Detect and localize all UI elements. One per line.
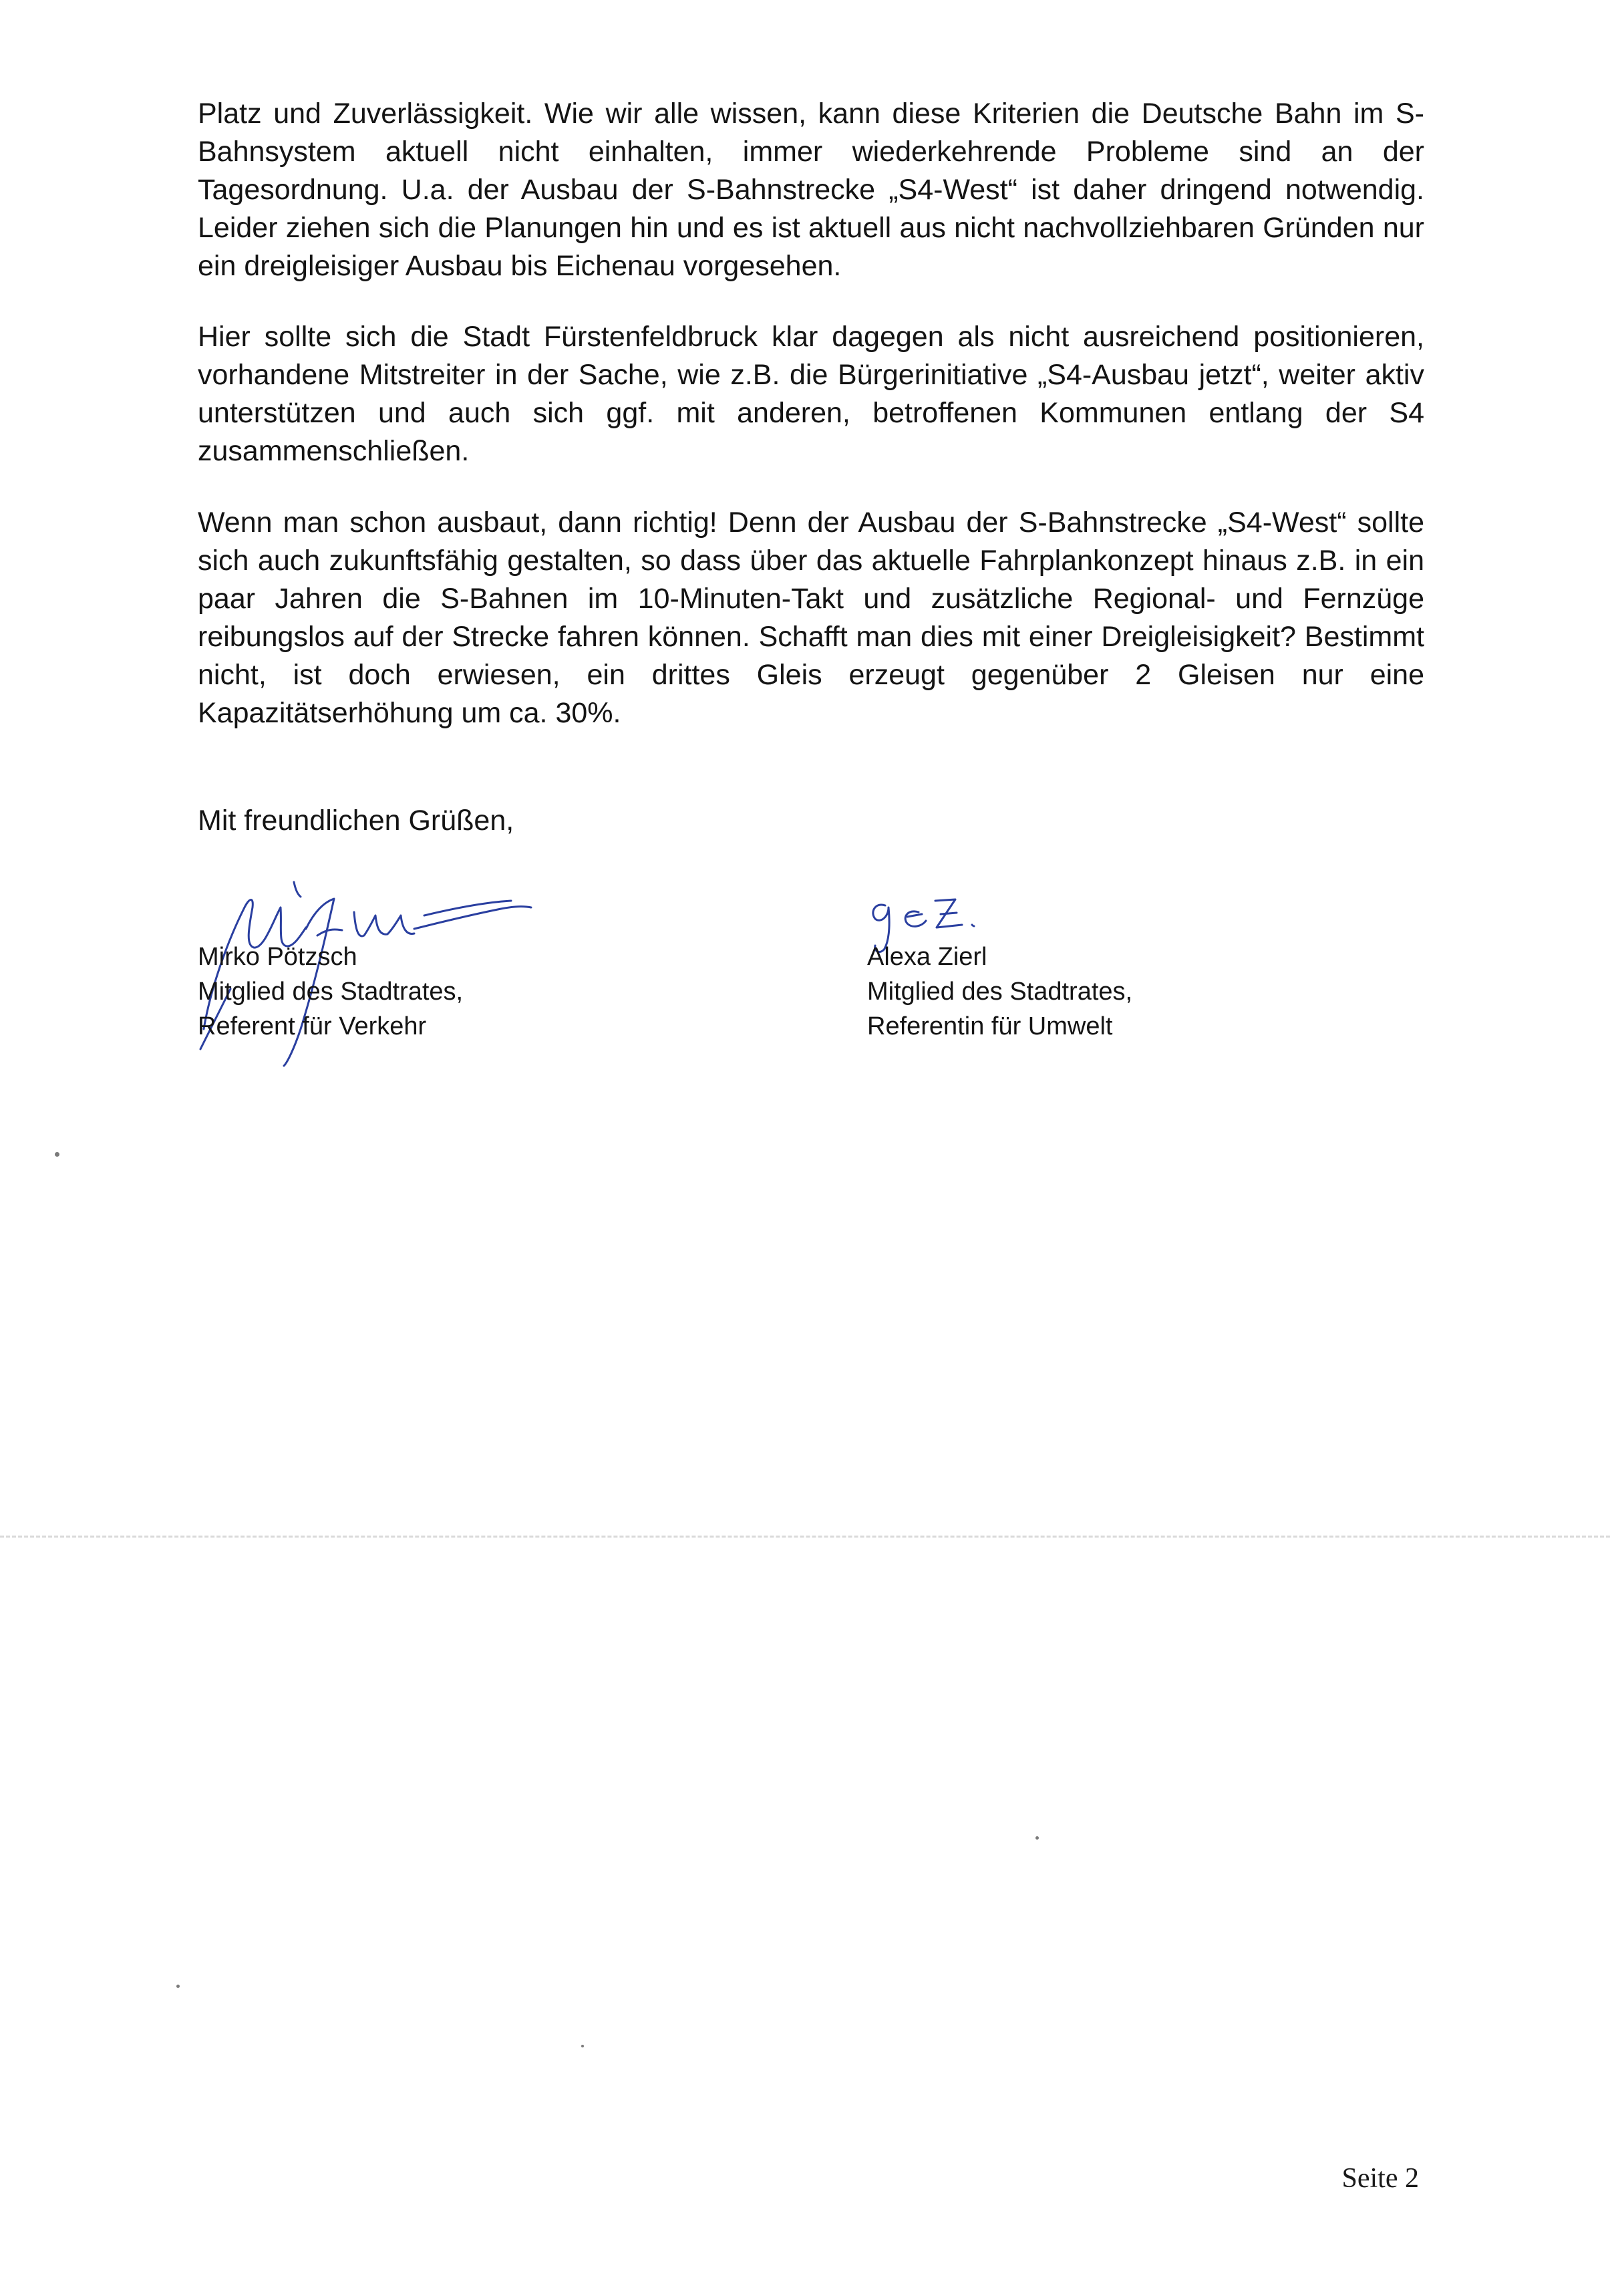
signatory-role: Referent für Verkehr (198, 1012, 427, 1040)
signatory-role: Mitglied des Stadtrates, (867, 978, 1133, 1006)
scan-speck (55, 1152, 59, 1157)
signature-block-left (198, 940, 463, 1044)
signatory-role: Mitglied des Stadtrates, (198, 978, 464, 1006)
page-number: Seite 2 (1341, 2163, 1419, 2194)
signatory-role: Referentin für Umwelt (867, 1012, 1113, 1040)
scan-speck (176, 1985, 180, 1988)
signatory-name: Mirko Pötzsch (198, 943, 357, 971)
signature-block-right (867, 940, 1132, 1044)
body-paragraph-2: Hier sollte sich die Stadt Fürstenfeldbruck klar dagegen als nicht ausreichend positionieren, vorhandene Mitstreiter in der Sache, wie z.B. die Bürgerinitiative „S4-Ausbau jetzt“, weiter aktiv unterstützen und auch sich ggf. mit anderen, betroffenen Kommunen entlang der S4 zusammenschließen. (198, 321, 1424, 467)
body-paragraph-1: Platz und Zuverlässigkeit. Wie wir alle wissen, kann diese Kriterien die Deutsche Bahn im S-Bahnsystem aktuell nicht einhalten, immer wiederkehrende Probleme sind an der Tagesordnung. U.a. der Ausbau der S-Bahnstrecke „S4-West“ ist daher dringend notwendig. Leider ziehen sich die Planungen hin und es ist aktuell aus nicht nachvollziehbaren Gründen nur ein dreigleisiger Ausbau bis Eichenau vorgesehen. (198, 98, 1424, 282)
body-paragraph-3: Wenn man schon ausbaut, dann richtig! Denn der Ausbau der S-Bahnstrecke „S4-West“ sollte sich auch zukunftsfähig gestalten, so dass über das aktuelle Fahrplankonzept hinaus z.B. in ein paar Jahren die S-Bahnen im 10-Minuten-Takt und zusätzliche Regional- und Fernzüge reibungslos auf der Strecke fahren können. Schafft man dies mit einer Dreigleisigkeit? Bestimmt nicht, ist doch erwiesen, ein drittes Gleis erzeugt gegenüber 2 Gleisen nur eine Kapazitätserhöhung um ca. 30%. (198, 507, 1424, 729)
closing-greeting: Mit freundlichen Grüßen, (198, 805, 514, 837)
scan-speck (581, 2045, 584, 2047)
scan-speck (1035, 1836, 1039, 1840)
paper-fold-line (0, 1536, 1610, 1538)
signatory-name: Alexa Zierl (867, 943, 987, 971)
